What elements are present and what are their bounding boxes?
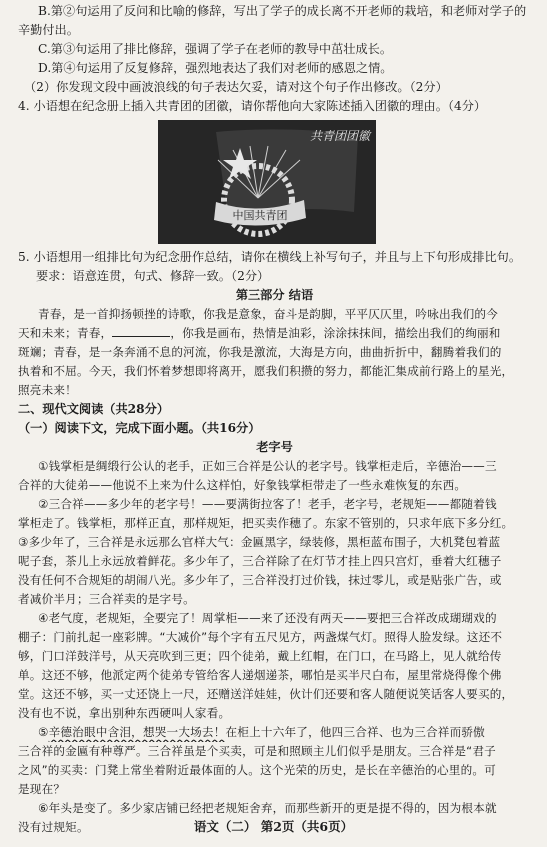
article-p1-l2: 合祥的大徒弟——他说不上来为什么这样怕，好象钱掌柜带走了一些永难恢复的东西。 <box>18 478 467 492</box>
article-p3-l1: ③多少年了，三合祥是永远那么官样大气：金匾黑字，绿装修，黑柜蓝布围子，大机凳包着蓝 <box>18 535 501 549</box>
article-p6-l1: ⑥年头是变了。多少家店铺已经把老规矩舍弃，而那些新开的更是提不得的，因为根本就 <box>38 801 497 815</box>
part3-line1: 青春，是一首抑扬顿挫的诗歌，你我是意象，奋斗是韵脚，平平仄仄里，吟咏出我们的今 <box>38 307 498 321</box>
option-d: D.第④句运用了反复修辞，强烈地表达了我们对老师的感恩之情。 <box>38 61 393 75</box>
article-p5-l4: 是现在？ <box>18 782 66 796</box>
article-p1-l1: ①钱掌柜是绸缎行公认的老手，正如三合祥是公认的老字号。钱掌柜走后，辛德治——三 <box>38 459 497 473</box>
question-4: 4. 小语想在纪念册上插入共青团的团徽，请你帮他向大家陈述插入团徽的理由。（4分） <box>18 99 487 113</box>
exam-page <box>0 2 547 847</box>
article-title: 老字号 <box>256 440 293 454</box>
article-p4-l6: 没有也不说，拿出别种东西硬叫人家看。 <box>18 706 231 720</box>
page-footer: 语文（二） 第2页（共6页） <box>193 819 354 834</box>
article-p2-l1: ②三合祥——多少年的老字号！——要满街拉客了！老手，老字号，老规矩——都随着钱 <box>38 497 497 511</box>
part3-line2-b: ，你我是画布，热情是油彩，涂涂抹抹间，描绘出我们的绚丽和 <box>170 326 501 340</box>
article-p4-l1: ④老气度，老规矩，全要完了！周掌柜——来了还没有两天——要把三合祥改成瑚瑚戏的 <box>38 611 497 625</box>
option-b-line2: 辛勤付出。 <box>18 23 79 37</box>
article-p5-num: ⑤ <box>38 725 49 739</box>
article-p3-l2: 呢子套，茶儿上永远放着鲜花。多少年了，三合祥除了在灯节才挂上四只宫灯，垂着大红穗子 <box>18 554 502 568</box>
article-p2-l2: 掌柜走了。钱掌柜，那样正直，那样规矩，把买卖作穗了。东家不管别的，只求年底下多分红。 <box>18 516 514 530</box>
part3-line2 <box>18 324 531 343</box>
article-p4-l3: 够，门口洋鼓洋号，从天亮吹到三更；四个徒弟，戴上红帽，在门口，在马路上，见人就给传 <box>18 649 502 663</box>
article-p4-l5: 堂。这还不够，买一丈还饶上一尺，还赠送洋娃娃，伙计们还要和客人随便说笑话客人要买的， <box>18 687 514 701</box>
article-p4-l2: 棚子：门前扎起一座彩牌。“大减价”每个字有五尺见方，两盏煤气灯。照得人脸发绿。这还不 <box>18 630 503 644</box>
youth-league-emblem-image <box>158 120 376 244</box>
article-p5-l2: 三合祥的金匾有种尊严。三合祥虽是个买卖，可是和照顾主儿们似乎是朋友。三合祥是“君子 <box>18 744 496 758</box>
emblem-banner-text: 中国共青团 <box>232 209 288 222</box>
wavy-underlined-sentence: 辛德治眼中含泪，想哭一大场去！ <box>48 725 226 739</box>
article-p5-l1 <box>18 723 531 742</box>
question-5: 5. 小语想用一组排比句为纪念册作总结，请你在横线上补写句子，并且与上下句形成排比句。 <box>18 250 522 264</box>
article-p3-l4: 者减价半月；三合祥卖的是字号。 <box>18 592 195 606</box>
part3-line5: 照亮未来！ <box>18 383 77 397</box>
option-c: C.第③句运用了排比修辞，强调了学子在老师的教导中茁壮成长。 <box>38 42 393 56</box>
article-p5-rest: 在柜上十六年了，他四三合祥、也为三合祥而骄傲 <box>225 725 485 739</box>
article-p5-l3: 之风”的买卖：门凳上常坐着附近最体面的人。这个光荣的历史，是长在辛德治的心里的。可 <box>18 763 496 777</box>
part3-line3: 斑斓；青春，是一条奔涌不息的河流，你我是激流，大海是方向，曲曲折折中，翻腾着我们的 <box>18 345 502 359</box>
article-p6-l2: 没有过规矩。 <box>18 820 89 834</box>
option-b-line1: B.第②句运用了反问和比喻的修辞，写出了学子的成长离不开老师的栽培，和老师对学子的 <box>38 4 527 18</box>
part3-title: 第三部分 结语 <box>235 288 314 302</box>
article-p3-l3: 没有任何不合规矩的胡闹八光。多少年了，三合祥没打过价钱，抹过零儿，或是贴张广告，或 <box>18 573 502 587</box>
question-5-requirement: 要求：语意连贯，句式、修辞一致。（2分） <box>36 269 270 283</box>
section2-sub1: （一）阅读下文，完成下面小题。（共16分） <box>18 421 261 435</box>
article-p4-l4: 单。这还不够，他派定两个徒弟专管给客人递烟递茶，哪怕是买半尺白布，屋里常烧得像个佛 <box>18 668 502 682</box>
section2-title: 二、现代文阅读（共28分） <box>18 402 170 416</box>
question-3-sub2: （2）你发现文段中画波浪线的句子表达欠妥，请对这个句子作出修改。（2分） <box>24 80 448 94</box>
emblem-caption: 共青团团徽 <box>309 129 370 143</box>
part3-line4: 执着和不屈。今天，我们怀着梦想即将离开，愿我们积攒的努力，都能汇集成前行路上的星光， <box>18 364 514 378</box>
answer-blank[interactable] <box>112 325 170 337</box>
emblem-svg <box>158 120 376 244</box>
part3-line2-a: 天和未来；青春， <box>18 326 113 340</box>
